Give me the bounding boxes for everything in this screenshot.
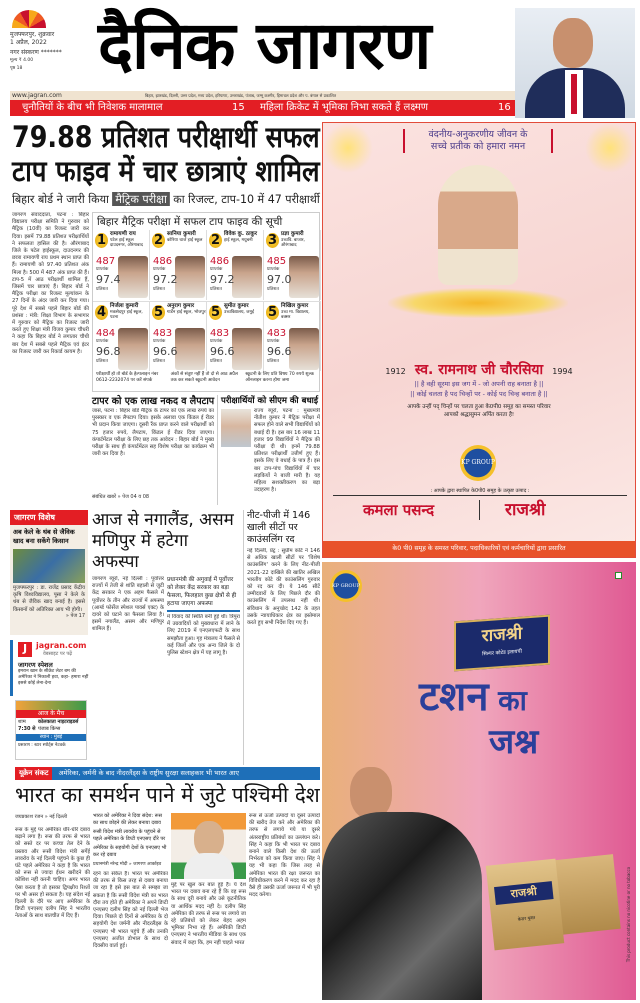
rank-medal-icon: 1 xyxy=(96,233,107,248)
ukraine-strap xyxy=(15,767,320,780)
masthead-title: दैनिक जागरण xyxy=(98,7,431,84)
topper-percent: 97.0 xyxy=(267,273,292,286)
jagran-logo-icon xyxy=(12,10,46,28)
tagline-jashan: जश्न xyxy=(489,722,539,762)
pack-back xyxy=(553,854,621,935)
jagran-j-icon: J xyxy=(18,642,32,657)
match-time-label: शाम xyxy=(18,719,26,725)
ukraine-byline: जयप्रकाश रंजन » नई दिल्ली xyxy=(15,814,68,820)
rajshree-pack xyxy=(486,859,565,951)
disclaimer: This product contains no nicotine or no tobacco xyxy=(625,866,631,963)
marks-label: प्राप्तांक xyxy=(210,267,223,272)
verse-1: || है वही सूरमा इस जग में - जो अपनी राह बनाता है || xyxy=(414,380,544,388)
topper-school: पटेल हाई स्कूल दाउदनगर, औरंगाबाद xyxy=(110,237,143,248)
topper-marks: 485 xyxy=(267,256,287,267)
jagran-com-section: जागरण स्पेशल xyxy=(18,661,53,669)
birth-year: 1912 xyxy=(385,367,406,376)
top-five-title: बिहार मैट्रिक परीक्षा में सफल टाप फाइव की सूची xyxy=(97,216,283,228)
rank-medal-icon: 3 xyxy=(267,233,278,248)
marks-label: प्राप्तांक xyxy=(96,267,109,272)
ukraine-body-4: रूस से ऊर्जा उत्पादों या दूसरे उत्पादों की खरीद तेज करे और अमेरिका की तरफ से लगाये गये या दूसरे अंतरराष्ट्रीय प्रतिबंधों का उल्लंघन करे। सिंह ने कहा कि भी भारत पर दबाव बनाने वाले किसी देश की ऊर्जा निर्भरता को कम किया जाए। सिंह ने यह भी कहा कि जिस तरह से अमेरिका भारत की रक्षा जरूरत का विविधीकरण करने में मदद कर रहा है वैसे ही उसकी ऊर्जा जरूरत में भी पूरी मदद करेगा। xyxy=(249,813,320,899)
verse-2: || कोई चलता है पद चिन्हों पर - कोई पद चिन्ह बनाता है || xyxy=(410,390,548,398)
jagran-com-box[interactable] xyxy=(10,640,88,696)
topper-name: सुमीत कुमार xyxy=(224,303,249,309)
subhead-tag: मैट्रिक परीक्षा xyxy=(112,192,169,206)
afspa-headline[interactable]: आज से नगालैंड, असम मणिपुर में हटेगा अफस्पा xyxy=(92,510,234,572)
teaser-1-page: 15 xyxy=(232,102,245,113)
topper-marks: 484 xyxy=(96,328,116,339)
topper-name: निर्जला कुमारी xyxy=(110,303,139,309)
percent-label: प्रतिशत xyxy=(96,359,108,364)
topper-photo xyxy=(289,328,319,370)
lead-subhead xyxy=(12,192,320,207)
topper-percent: 96.8 xyxy=(96,345,121,358)
note: स्क्रूटनी के लिए प्रति विषय 70 रुपये शुल्क ऑनलाइन करना होगा जमा xyxy=(245,372,314,383)
percent-label: प्रतिशत xyxy=(153,359,165,364)
topper-card xyxy=(93,301,150,371)
topper-card xyxy=(264,230,321,300)
percent-label: प्रतिशत xyxy=(267,359,279,364)
topper-name: रामायणी राय xyxy=(110,231,136,237)
vishesh-photo xyxy=(13,549,85,583)
ukraine-body-3: मुद्दे पर खुल कर बात हुई है। ये देश भारत पर दबाव बना रहे हैं कि वह रूस के साथ दूरी बनाये और उसे कूटनीतिक या आर्थिक मदद नहीं दे। दलीप सिंह अमेरिका की तरफ से रूस पर लगाये जा रहे प्रतिबंधों को लेकर बेहद अहम भूमिका निभा रहे हैं। अमेरिकी डिप्टी एनएसए ने भारतीय मीडिया के साथ एक संवाद में कहा कि, हम नहीं चाहते भारत xyxy=(171,882,246,946)
kp-group-logo: KP GROUP xyxy=(330,570,362,602)
lead-headline-line-1: 79.88 प्रतिशत परीक्षार्थी सफल xyxy=(12,120,320,154)
topper-marks: 483 xyxy=(210,328,230,339)
pack-label: केसर युक्त xyxy=(517,916,536,923)
marks-label: प्राप्तांक xyxy=(210,339,223,344)
afspa-quote: प्रधानमंत्री की अगुवाई में पूर्वोत्तर को लेकर केंद्र सरकार का बड़ा फैसला, फिलहाल कुछ क्षेत्रों से ही हटाया जाएगा अफस्पा xyxy=(167,576,240,612)
rank-medal-icon: 5 xyxy=(267,305,278,320)
topper-school: गार्डेन हाई स्कूल, भोजपुर xyxy=(167,309,206,315)
topper-byline: संबंधित खबरें » पेज 04 व 08 xyxy=(92,494,150,500)
ukraine-bullet: भारत को अमेरिका ने दिया संदेश: रूस का साथ छोड़ने की लेकर बनाया दबाव xyxy=(93,813,162,826)
ukraine-strap-text: अमेरिका, जर्मनी के बाद नीदरलैंड्स के राष्ट्रीय सुरक्षा सलाहकार भी भारत आए xyxy=(58,769,240,777)
topper-percent: 96.6 xyxy=(210,345,235,358)
rajshree-brand: राजश्री xyxy=(481,623,523,647)
topper-card xyxy=(207,301,264,371)
note: अंकों से संतुष्ट नहीं हैं तो दो से आठ अप्रैल तक कर सकते स्क्रूटनी आवेदन xyxy=(170,372,238,383)
rank-medal-icon: 2 xyxy=(153,233,164,248)
note: परीक्षार्थी हो तो बोर्ड के हेल्पलाइन नंबर 0612-2232074 पर करें संपर्क xyxy=(96,372,159,383)
topper-photo xyxy=(232,256,262,298)
neet-body: नई दिल्ली, प्रेट्र : सुप्रीम कोर्ट ने 146 से अधिक खाली सीटों पर 'विशेष काउंसलिंग' करने के लिए नीट-पीजी 2021-22 दाखिले की खातिर अखिल भारतीय कोटे की काउंसलिंग गुरुवार को रद कर दी। ये 146 सीटें उम्मीदवारों के लिए पिछले दौर की काउंसलिंग में उपलब्ध नहीं थीं। संविधान के अनुच्छेद 142 के तहत उसके न्यायाधिकार क्षेत्र का इस्तेमाल करते हुए सभी निर्देश दिए गए हैं। xyxy=(247,548,320,627)
afspa-body-2: में विवाद की स्थिति बनी हुई थी। त्रिपुरा में उग्रवादियों को मुख्यधारा में लाने के लिए 2019 में एनएलएफटी के साथ समझौता हुआ। गृह मंत्रालय ने फैसले से कई जिलों और एक अन्य जिले के दो पुलिस स्टेशन क्षेत्र में यह लागू है। xyxy=(167,614,240,657)
masthead-meta xyxy=(10,31,90,73)
lead-headline[interactable] xyxy=(12,120,320,188)
jagran-com-tagline: वेबसाइट पर पढ़ें xyxy=(43,651,73,657)
tribute-title-2: सच्चे प्रतीक को हमारा नमन xyxy=(430,141,526,152)
publication-states: बिहार, झारखंड, दिल्ली, उत्तर प्रदेश, मध्य प्रदेश, हरियाणा, उत्तराखंड, पंजाब, जम्मू कश्मीर, हिमाचल प्रदेश और प. बंगाल से प्रकाशित xyxy=(145,93,337,98)
topper-card xyxy=(150,230,207,300)
date: 1 अप्रैल, 2022 xyxy=(10,39,47,46)
rajshree-logo xyxy=(454,615,550,672)
topper-photo xyxy=(175,328,205,370)
topper-name: प्रज्ञा कुमारी xyxy=(281,231,304,237)
teaser-1[interactable]: चुनौतियों के बीच भी निवेशक मालामाल xyxy=(22,102,163,113)
topper-photo xyxy=(118,256,148,298)
modi-caption: प्रधानमंत्री नरेन्द्र मोदी » जागरण आर्काइव xyxy=(93,862,162,867)
topper-body: जासं, पटना : बिहार बोर्ड मैट्रिक के टापर को एक लाख रुपये का पुरस्कार व एक लैपटाप दिया। इसके अलावा एक किंडल ई रीडर भी प्रदान किया जाएगा। दूसरी रैंक प्राप्त करने वाले परीक्षार्थी को 75 हजार रुपये, लैपटाप, किंडल ई रीडर दिया जाएगा। कंपार्टमेंटल परीक्षा के लिए छह तक आवेदन : बिहार बोर्ड ने मुख्य परीक्षा के साथ ही कंपार्टमेंटल सह विशेष परीक्षा का कार्यक्रम भी जारी कर दिया है। xyxy=(92,408,214,458)
message-1: आपके उन्हीं पद् चिन्हों पर चलता हुआ के0पी0 समूह का समस्त परिवार xyxy=(407,404,551,410)
rank-medal-icon: 5 xyxy=(153,305,164,320)
death-year: 1994 xyxy=(552,367,573,376)
percent-label: प्रतिशत xyxy=(267,287,279,292)
afspa-body: जागरण ब्यूरो, नई दिल्ली : पूर्वोत्तर राज्यों में तेजी से शांति बहाली से जुटी केंद्र सरकार ने एक अहम फैसले में पूर्वोत्तर के तीन और राज्यों में अफस्पा (आर्म्ड फोर्सेज स्पेशल पावर्स एक्ट) के दायरे को घटाने का फैसला लिया है। इसमें नगालैंड, असम और मणिपुर शामिल हैं। xyxy=(92,576,164,633)
vishesh-headline[interactable]: अब केले के थंब से जैविक खाद बना सकेंगे किसान xyxy=(13,528,75,545)
tagline-ka: का xyxy=(498,684,527,717)
vishesh-body: मुजफ्फरपुर : डा. राजेंद्र प्रसाद केंद्रीय कृषि विश्वविद्यालय, पूसा ने केले के थंब से जैविक खाद बनाई है। इससे किसानों को अतिरिक्त आय भी होगी। xyxy=(13,585,85,613)
jagran-com-brand: jagran.com xyxy=(36,641,87,650)
percent-label: प्रतिशत xyxy=(153,287,165,292)
pages: पृष्ठ 18 xyxy=(10,66,23,71)
topper-school: उच्चविद्यालय, जमुई xyxy=(224,309,255,315)
topper-school: हाई स्कूल, मधुबनी xyxy=(224,237,253,243)
model-figure xyxy=(322,812,482,1000)
topper-name: निखिल कुमार xyxy=(281,303,309,309)
marks-label: प्राप्तांक xyxy=(267,339,280,344)
match-team-1: कोलकाता नाइटराइडर्स xyxy=(38,719,79,725)
topper-percent: 96.6 xyxy=(153,345,178,358)
percent-label: प्रतिशत xyxy=(96,287,108,292)
topper-marks: 487 xyxy=(96,256,116,267)
city-day: मुजफ्फरपुर, शुक्रवार xyxy=(10,31,55,38)
rank-medal-icon: 4 xyxy=(96,305,107,320)
teaser-2[interactable]: महिला क्रिकेट में भूमिका निभा सकते हैं लक्ष्मण xyxy=(260,102,428,113)
product-kamla-pasand: कमला पसन्द xyxy=(363,501,435,519)
lead-headline-line-2: टाप फाइव में चार छात्राएं शामिल xyxy=(12,154,320,188)
message-2: आपको श्रद्धासुमन अर्पित करता है! xyxy=(443,412,515,418)
top-five-box xyxy=(92,212,320,392)
afspa-story xyxy=(92,510,240,762)
topper-card xyxy=(207,230,264,300)
cm-body: राज्य ब्यूरो, पटना : मुख्यमंत्री नीतीश कुमार ने मैट्रिक परीक्षा में सफल होने वाले सभी विद्यार्थियों को बधाई दी है। इस बार 16 लाख 11 हजार 99 विद्यार्थियों ने मैट्रिक की परीक्षा दी थी। इनमें 79.88 प्रतिशत परीक्षार्थी उत्तीर्ण हुए हैं। इसके लिए वे बधाई के पात्र हैं। इस बार टाप-पांच विद्यार्थियों में चार लड़कियों ने बाजी मारी है। यह महिला सशक्तीकरण का बड़ा उदाहरण है। xyxy=(254,408,320,494)
tribute-ad[interactable] xyxy=(322,122,636,558)
cm-story xyxy=(217,395,320,505)
topper-percent: 96.6 xyxy=(267,345,292,358)
ukraine-headline[interactable]: भारत का समर्थन पाने में जुटे पश्चिमी देश xyxy=(15,783,320,807)
rajshree-brand-sub: सिल्वर कोटेड इलायची xyxy=(482,648,522,658)
topper-percent: 97.2 xyxy=(153,273,178,286)
teaser-bar xyxy=(10,100,515,116)
pack-brand: राजश्री xyxy=(494,881,554,905)
kp-group-logo: KP GROUP xyxy=(460,445,496,481)
teaser-photo-laxman xyxy=(515,8,635,118)
topper-percent: 97.4 xyxy=(96,273,121,286)
marks-label: प्राप्तांक xyxy=(267,267,280,272)
subhead-pre: बिहार बोर्ड ने जारी किया xyxy=(12,192,109,206)
topper-card xyxy=(264,301,321,371)
rank-medal-icon: 2 xyxy=(210,233,221,248)
cm-photo xyxy=(221,409,251,447)
topper-percent: 97.2 xyxy=(210,273,235,286)
match-box xyxy=(15,700,87,760)
veg-mark-icon xyxy=(615,572,622,579)
ukraine-bullets xyxy=(93,813,168,859)
price: मूल्य ₹ 4.00 xyxy=(10,58,34,63)
ukraine-kicker: यूक्रेन संकट xyxy=(15,767,52,780)
topper-name: विवेक कु. ठाकुर xyxy=(224,231,258,237)
ukraine-body-1: रूस के मुद्दे पर अमेरिका धीरे-धीरे दबाव बढ़ाने लगा है। रूस की तरफ से भारत को सस्ते दर पर कच्चा तेल देने के प्रस्ताव और रूसी विदेश मंत्री सर्गेई लावरोव के नई दिल्ली पहुंचने के कुछ ही घंटे पहले अमेरिका ने कहा है कि भारत को रूस से ज्यादा ईंधन खरीदने की कोशिश नहीं करनी चाहिए। अगर भारत ऐसा करता है तो इसका द्विपक्षीय रिश्तों पर भी असर हो सकता है। यह संदेश नई दिल्ली के दौरे पर आए अमेरिका के डिप्टी एनएसए दलीप सिंह ने भारतीय नेताओं के साथ बातचीत में दिए हैं। xyxy=(15,827,90,920)
jagran-com-text[interactable]: इमरान खान के सीक्रेट लेटर बम की अमेरिका ने निकाली हवा, कहा- हमारा नहीं इससे कोई लेना-देना xyxy=(18,669,89,686)
vishesh-label: जागरण विशेष xyxy=(10,510,88,525)
website-link[interactable]: www.jagran.com xyxy=(12,92,62,99)
tribute-title xyxy=(403,129,553,153)
topper-school: मकसेदपुर हाई स्कूल, पटना xyxy=(110,309,143,320)
topper-school: उच्च मा. विद्यालय, बक्सर xyxy=(281,309,310,320)
match-time: 7:30 से xyxy=(18,726,36,732)
cm-headline[interactable]: परीक्षार्थियों को सीएम की बधाई xyxy=(221,396,319,406)
percent-label: प्रतिशत xyxy=(210,359,222,364)
tribute-footer: के0 पी0 समूह के समस्त परिवार, पदाधिकारियों एवं कर्मचारियों द्वारा प्रसारित xyxy=(392,545,566,552)
vishesh-ref[interactable]: » पेज 17 xyxy=(65,613,85,619)
ukraine-bullet: अमेरिका के सहयोगी देशों के एनएसए भी कर रहे दबाव xyxy=(93,845,167,858)
ukraine-body-2: रहने का संकेत है। भारत पर अमेरिका की तरफ से किस तरह से दबाव बनाया जा रहा है इसे इस बात से समझा जा सकता है कि रूसी विदेश मंत्री का भारत दौरा तय होते ही अमेरिका ने अपने डिप्टी एनएसए दलीप सिंह को नई दिल्ली भेज दिया। पिछले दो दिनों से अमेरिका के दो सहयोगी देश जर्मनी और नीदरलैंड्स के एनएसए भी भारत पहुंचे हैं और उनकी एनएसए अजीत डोभाल के साथ दो दिवसीय वार्ता हुई। xyxy=(93,871,168,950)
topper-marks: 486 xyxy=(153,256,173,267)
tribute-name: स्व. रामनाथ जी चौरसिया xyxy=(414,362,544,378)
neet-headline[interactable]: नीट-पीजी में 146 खाली सीटों पर काउंसलिंग रद xyxy=(247,510,311,545)
topper-photo xyxy=(232,328,262,370)
flower-garland xyxy=(388,288,568,318)
rajshree-ad[interactable] xyxy=(322,562,636,1000)
ukraine-middle-column xyxy=(93,813,168,1000)
topper-marks: 486 xyxy=(210,256,230,267)
rank-medal-icon: 5 xyxy=(210,305,221,320)
tagline-tashan: टशन xyxy=(419,674,489,720)
percent-label: प्रतिशत xyxy=(210,287,222,292)
products-label: : आपके द्वारा स्थापित के0पी0 समूह के उत्कृष्ट उत्पाद : xyxy=(333,487,627,496)
match-channel: प्रसारण : स्टार स्पोर्ट्स नेटवर्क xyxy=(18,743,66,748)
topper-card xyxy=(93,230,150,300)
teaser-2-page: 16 xyxy=(498,102,511,113)
topper-name: अनुराग कुमार xyxy=(167,303,195,309)
topper-photo xyxy=(289,256,319,298)
topper-photo xyxy=(118,328,148,370)
tagline-row xyxy=(419,674,527,728)
match-venue: स्थान : मुंबई xyxy=(16,734,86,741)
neet-story xyxy=(243,510,320,765)
topper-school: कोरिया चार्ज हाई स्कूल xyxy=(167,237,203,243)
edition: नगर संस्करण ******* xyxy=(10,49,62,56)
modi-photo xyxy=(171,813,246,879)
topper-story xyxy=(92,395,214,505)
marks-label: प्राप्तांक xyxy=(153,339,166,344)
match-team-2: पंजाब किंग्स xyxy=(38,726,61,732)
topper-school: उच्चवि. बाजार, औरंगाबाद xyxy=(281,237,305,248)
topper-marks: 483 xyxy=(267,328,287,339)
subhead-post: का रिजल्ट, टाप-10 में 47 परीक्षार्थी xyxy=(173,192,320,206)
lead-body: जागरण संवाददाता, पटना : बिहार विद्यालय परीक्षा समिति ने गुरुवार को मैट्रिक (10वीं) का रिजल्ट जारी कर दिया। इसमें 79.88 प्रतिशत परीक्षार्थियों ने सफलता हासिल की है। औरंगाबाद जिले के पटेल हाईस्कूल, दाउदनगर की छात्रा रामायणी राय प्रथम स्थान प्राप्त की हैं। रामायणी को 97.40 प्रतिशत अंक मिला है। 500 में 487 अंक प्राप्त की हैं। टाप-5 में आठ परीक्षार्थी शामिल हैं, जिसमें चार छात्राएं हैं। बिहार बोर्ड ने मैट्रिक परीक्षा का रिजल्ट मूल्यांकन के 27 दिनों के अंदर जारी कर दिया गया। पूरे देश में सबसे पहले बिहार बोर्ड की प्रशंसा : मंत्री: शिक्षा विभाग के सभागार में गुरुवार को मैट्रिक का रिजल्ट जारी करते हुए शिक्षा मंत्री विजय कुमार चौधरी ने कहा कि बिहार बोर्ड ने लगातार चौथी बार देश में सबसे पहले मैट्रिक एवं इंटर का रिजल्ट जारी कर रिकार्ड कायम है। xyxy=(12,212,89,355)
topper-marks: 483 xyxy=(153,328,173,339)
marks-label: प्राप्तांक xyxy=(153,267,166,272)
topper-name: सानिया कुमारी xyxy=(167,231,196,237)
tribute-portrait xyxy=(438,165,518,285)
product-rajshree: राजश्री xyxy=(505,500,546,520)
topper-card xyxy=(150,301,207,371)
marks-label: प्राप्तांक xyxy=(96,339,109,344)
match-title: आज के मैच xyxy=(16,710,86,718)
tribute-title-1: वंदनीय-अनुकरणीय जीवन के xyxy=(428,129,528,140)
topper-photo xyxy=(175,256,205,298)
topper-headline[interactable]: टापर को एक लाख नकद व लैपटाप xyxy=(92,396,215,407)
ukraine-bullet: रूसी विदेश मंत्री लावरोव के पहुंचने से पहले अमेरिका के डिप्टी एनएसए दौरे पर xyxy=(93,829,166,842)
jagran-vishesh xyxy=(10,510,88,635)
